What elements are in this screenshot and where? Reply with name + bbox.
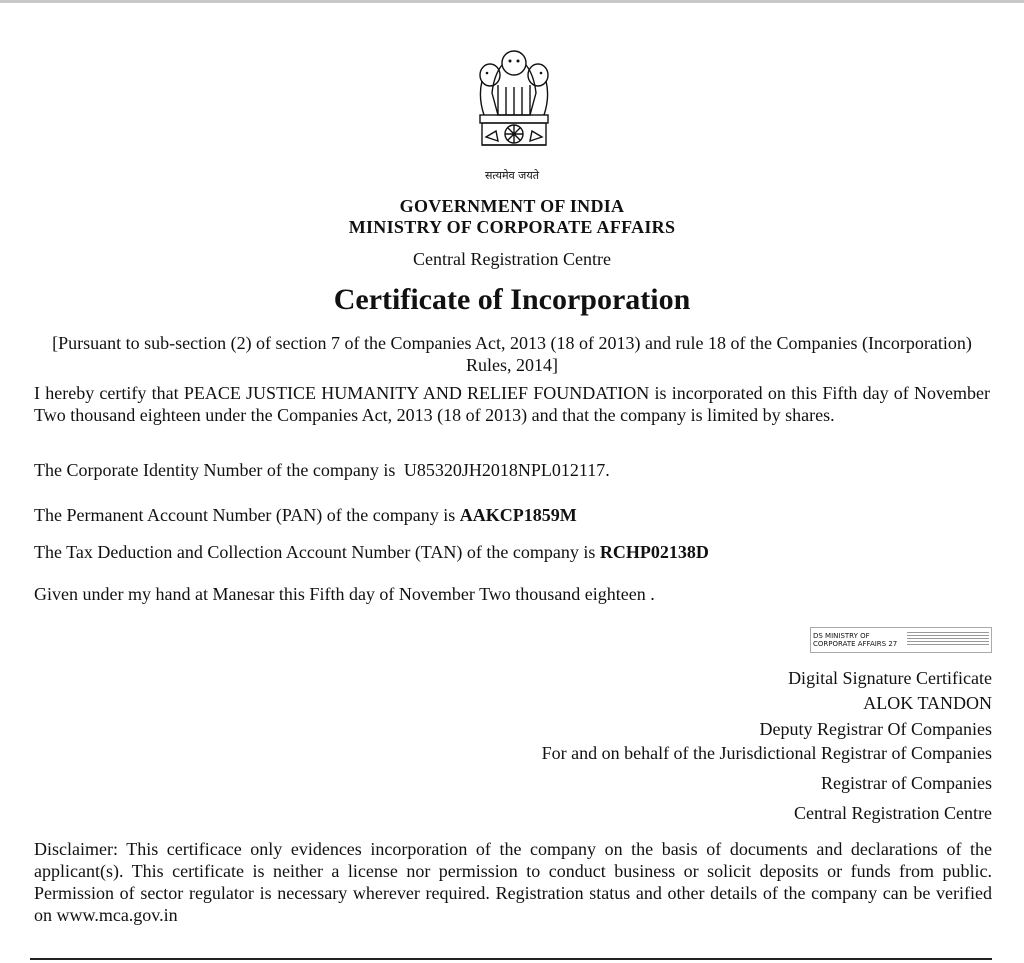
signatory-designation: Deputy Registrar Of Companies [759,719,992,739]
government-heading: GOVERNMENT OF INDIA [399,196,625,216]
top-border [0,0,1024,3]
ds-details-fineprint [907,630,989,650]
tan-value: RCHP02138D [599,542,709,562]
given-statement: Given under my hand at Manesar this Fifth day of November Two thousand eighteen . [34,584,655,604]
signatory-name: ALOK TANDON [863,693,992,713]
digital-signature-stamp [810,627,992,653]
centre-subheading: Central Registration Centre [413,249,611,269]
ds-line-1: DS MINISTRY OF [813,632,870,640]
cin-line [34,459,990,481]
pursuant-clause: [Pursuant to sub-section (2) of section 7 of the Companies Act, 2013 (18 of 2013) and rule 18 of the Companies (Incorporation) Rules, 2014] [52,333,972,375]
signatory-registrar: Registrar of Companies [821,773,992,793]
emblem-motto: सत्यमेव जयते [484,169,539,182]
bottom-rule [30,958,992,960]
pan-value: AAKCP1859M [459,505,577,525]
ministry-heading: MINISTRY OF CORPORATE AFFAIRS [348,217,676,237]
certification-paragraph: I hereby certify that PEACE JUSTICE HUMANITY AND RELIEF FOUNDATION is incorporated on this Fifth day of November Two thousand eighteen under the Companies Act, 2013 (18 of 2013) and that the company is limited by shares. [34,383,990,425]
tan-label: The Tax Deduction and Collection Account Number (TAN) of the company is [34,542,596,562]
tan-line [34,541,990,563]
signatory-behalf: For and on behalf of the Jurisdictional Registrar of Companies [541,743,992,763]
ds-line-2: CORPORATE AFFAIRS 27 [813,640,898,648]
lion-capital-icon [468,45,560,165]
signatory-centre: Central Registration Centre [794,803,992,823]
certificate-title: Certificate of Incorporation [333,283,691,316]
national-emblem [468,45,560,180]
cin-value: U85320JH2018NPL012117. [403,460,610,480]
cin-label: The Corporate Identity Number of the company is [34,460,396,480]
disclaimer-paragraph: Disclaimer: This certificace only evidences incorporation of the company on the basis of documents and declarations of the applicant(s). This certificate is neither a license nor permission to conduct business or solicit deposits or funds from public. Permission of sector regulator is necessary wherever required. Registration status and other details of the company can be verified on www.mca.gov.in [34,839,992,925]
signature-certificate-label: Digital Signature Certificate [788,668,992,688]
pan-line [34,504,990,526]
pan-label: The Permanent Account Number (PAN) of the company is [34,505,456,525]
